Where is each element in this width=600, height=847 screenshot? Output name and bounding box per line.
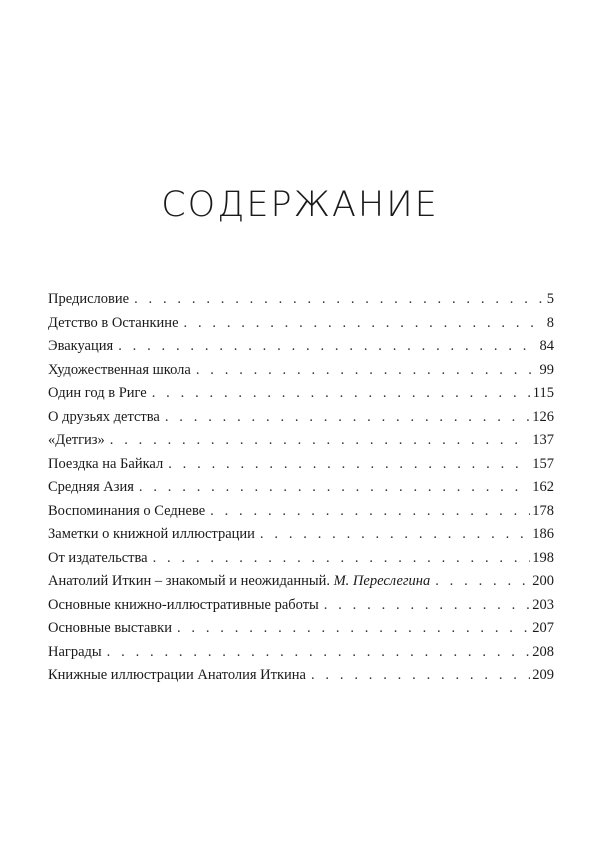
toc-entry-label (48, 570, 430, 594)
toc-entry-label: Художественная школа (48, 361, 191, 378)
dot-leader (196, 359, 538, 383)
dot-leader (324, 594, 530, 618)
toc-entry-main-works[interactable] (48, 594, 554, 618)
toc-page-number: 5 (546, 291, 554, 307)
dot-leader (110, 429, 530, 453)
toc-entry-book-illustrations[interactable] (48, 664, 554, 688)
toc-entry-label: Основные книжно-иллюстративные работы (48, 596, 319, 613)
toc-entry-childhood-friends[interactable] (48, 406, 554, 430)
toc-entry-label: Средняя Азия (48, 479, 134, 495)
dot-leader (165, 406, 530, 430)
dot-leader (107, 641, 531, 665)
toc-page-number: 157 (532, 455, 554, 472)
table-of-contents (48, 288, 554, 688)
toc-entry-label: Один год в Риге (48, 385, 147, 401)
dot-leader (435, 570, 530, 594)
toc-entry-riga[interactable] (48, 382, 554, 406)
dot-leader (184, 312, 545, 336)
toc-entry-label: Предисловие (48, 291, 130, 307)
toc-entry-label: Детство в Останкине (48, 314, 179, 331)
toc-entry-title: Анатолий Иткин – знакомый и неожиданный. (48, 573, 330, 589)
toc-entry-author: М. Переслегина (333, 573, 431, 589)
toc-page-number: 198 (532, 549, 554, 566)
toc-entry-label: Книжные иллюстрации Анатолия Иткина (48, 667, 306, 683)
dot-leader (210, 500, 530, 524)
dot-leader (311, 664, 530, 688)
toc-entry-label: Награды (48, 643, 102, 660)
toc-entry-label: О друзьях детства (48, 408, 160, 425)
toc-entry-label: Воспоминания о Седневе (48, 502, 206, 519)
toc-entry-evacuation[interactable] (48, 335, 554, 359)
toc-page-number: 162 (532, 479, 554, 495)
toc-page-number: 8 (546, 314, 554, 331)
toc-entry-childhood[interactable] (48, 312, 554, 336)
toc-page-number: 203 (532, 596, 554, 613)
dot-leader (139, 476, 530, 500)
toc-entry-sednev[interactable] (48, 500, 554, 524)
toc-entry-label: Основные выставки (48, 620, 172, 636)
toc-entry-itkin-essay[interactable] (48, 570, 554, 594)
toc-page-number: 186 (532, 526, 554, 542)
dot-leader (153, 547, 531, 571)
dot-leader (177, 617, 530, 641)
toc-entry-label: Заметки о книжной иллюстрации (48, 526, 255, 542)
toc-entry-preface[interactable] (48, 288, 554, 312)
toc-page-number: 137 (532, 432, 554, 448)
toc-entry-label: Эвакуация (48, 338, 114, 354)
toc-entry-label: «Детгиз» (48, 432, 105, 448)
toc-page-number: 209 (532, 667, 554, 683)
dot-leader (134, 288, 545, 312)
dot-leader (152, 382, 531, 406)
dot-leader (118, 335, 537, 359)
toc-entry-label: Поездка на Байкал (48, 455, 164, 472)
toc-page-number: 200 (532, 573, 554, 589)
toc-page-number: 99 (539, 361, 554, 378)
toc-entry-baikal[interactable] (48, 453, 554, 477)
dot-leader (168, 453, 530, 477)
toc-page-number: 126 (532, 408, 554, 425)
toc-page-number: 84 (539, 338, 554, 354)
toc-entry-exhibitions[interactable] (48, 617, 554, 641)
dot-leader (260, 523, 530, 547)
toc-entry-central-asia[interactable] (48, 476, 554, 500)
toc-page-number: 207 (532, 620, 554, 636)
toc-entry-label: От издательства (48, 549, 148, 566)
toc-page-number: 178 (532, 502, 554, 519)
toc-entry-awards[interactable] (48, 641, 554, 665)
toc-entry-from-publisher[interactable] (48, 547, 554, 571)
toc-entry-art-school[interactable] (48, 359, 554, 383)
toc-page-number: 115 (532, 385, 554, 401)
toc-entry-detgiz[interactable] (48, 429, 554, 453)
page-title: СОДЕРЖАНИЕ (161, 185, 439, 225)
toc-entry-illustration-notes[interactable] (48, 523, 554, 547)
toc-page-number: 208 (532, 643, 554, 660)
